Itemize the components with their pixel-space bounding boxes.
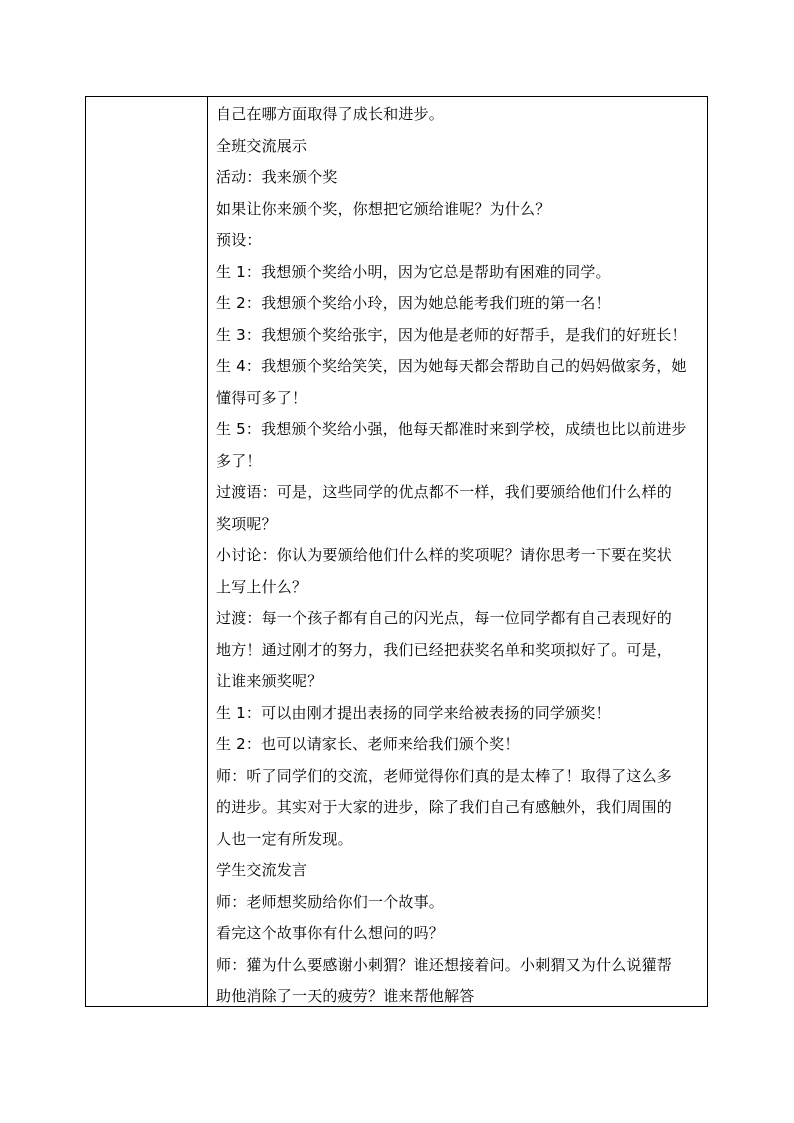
text-line: 生 2：也可以请家长、老师来给我们颁个奖！	[216, 735, 520, 753]
text-line: 过渡：每一个孩子都有自己的闪光点，每一位同学都有自己表现好的	[216, 609, 673, 627]
text-line: 自己在哪方面取得了成长和进步。	[216, 105, 445, 123]
text-line: 活动：我来颁个奖	[216, 168, 338, 186]
text-line: 多了！	[216, 451, 262, 470]
text-line: 过渡语：可是，这些同学的优点都不一样，我们要颁给他们什么样的	[216, 483, 673, 501]
text-line: 预设：	[216, 231, 262, 249]
text-line: 全班交流展示	[216, 136, 308, 155]
text-line: 助他消除了一天的疲劳？谁来帮他解答	[216, 987, 475, 1005]
text-line: 奖项呢？	[216, 514, 277, 533]
text-line: 小讨论：你认为要颁给他们什么样的奖项呢？请你思考一下要在奖状	[216, 546, 673, 564]
text-line: 生 1：可以由刚才提出表扬的同学来给被表扬的同学颁奖！	[216, 703, 611, 722]
left-column-cell	[86, 97, 208, 1006]
text-line: 学生交流发言	[216, 861, 308, 879]
text-line: 地方！通过刚才的努力，我们已经把获奖名单和奖项拟好了。可是，	[216, 640, 673, 659]
text-line: 生 3：我想颁个奖给张宇，因为他是老师的好帮手，是我们的好班长！	[216, 325, 687, 344]
content-cell	[208, 97, 707, 1006]
text-line: 人也一定有所发现。	[216, 829, 353, 848]
text-line: 师：獾为什么要感谢小刺猬？谁还想接着问。小刺猬又为什么说獾帮	[216, 955, 673, 974]
text-line: 师：听了同学们的交流，老师觉得你们真的是太棒了！取得了这么多	[216, 766, 673, 785]
text-line: 上写上什么？	[216, 577, 308, 596]
text-line: 生 5：我想颁个奖给小强，他每天都准时来到学校，成绩也比以前进步	[216, 420, 687, 438]
text-line: 师：老师想奖励给你们一个故事。	[216, 892, 445, 911]
text-line: 的进步。其实对于大家的进步，除了我们自己有感触外，我们周围的	[216, 798, 673, 816]
text-line: 生 4：我想颁个奖给笑笑，因为她每天都会帮助自己的妈妈做家务，她	[216, 357, 687, 375]
text-line: 生 2：我想颁个奖给小玲，因为她总能考我们班的第一名！	[216, 294, 611, 312]
text-line: 生 1：我想颁个奖给小明，因为它总是帮助有困难的同学。	[216, 262, 611, 281]
lesson-table	[85, 96, 708, 1007]
text-line: 看完这个故事你有什么想问的吗？	[216, 924, 445, 942]
text-line: 懂得可多了！	[216, 388, 308, 407]
text-line: 让谁来颁奖呢？	[216, 672, 323, 690]
text-line: 如果让你来颁个奖，你想把它颁给谁呢？为什么？	[216, 199, 551, 218]
